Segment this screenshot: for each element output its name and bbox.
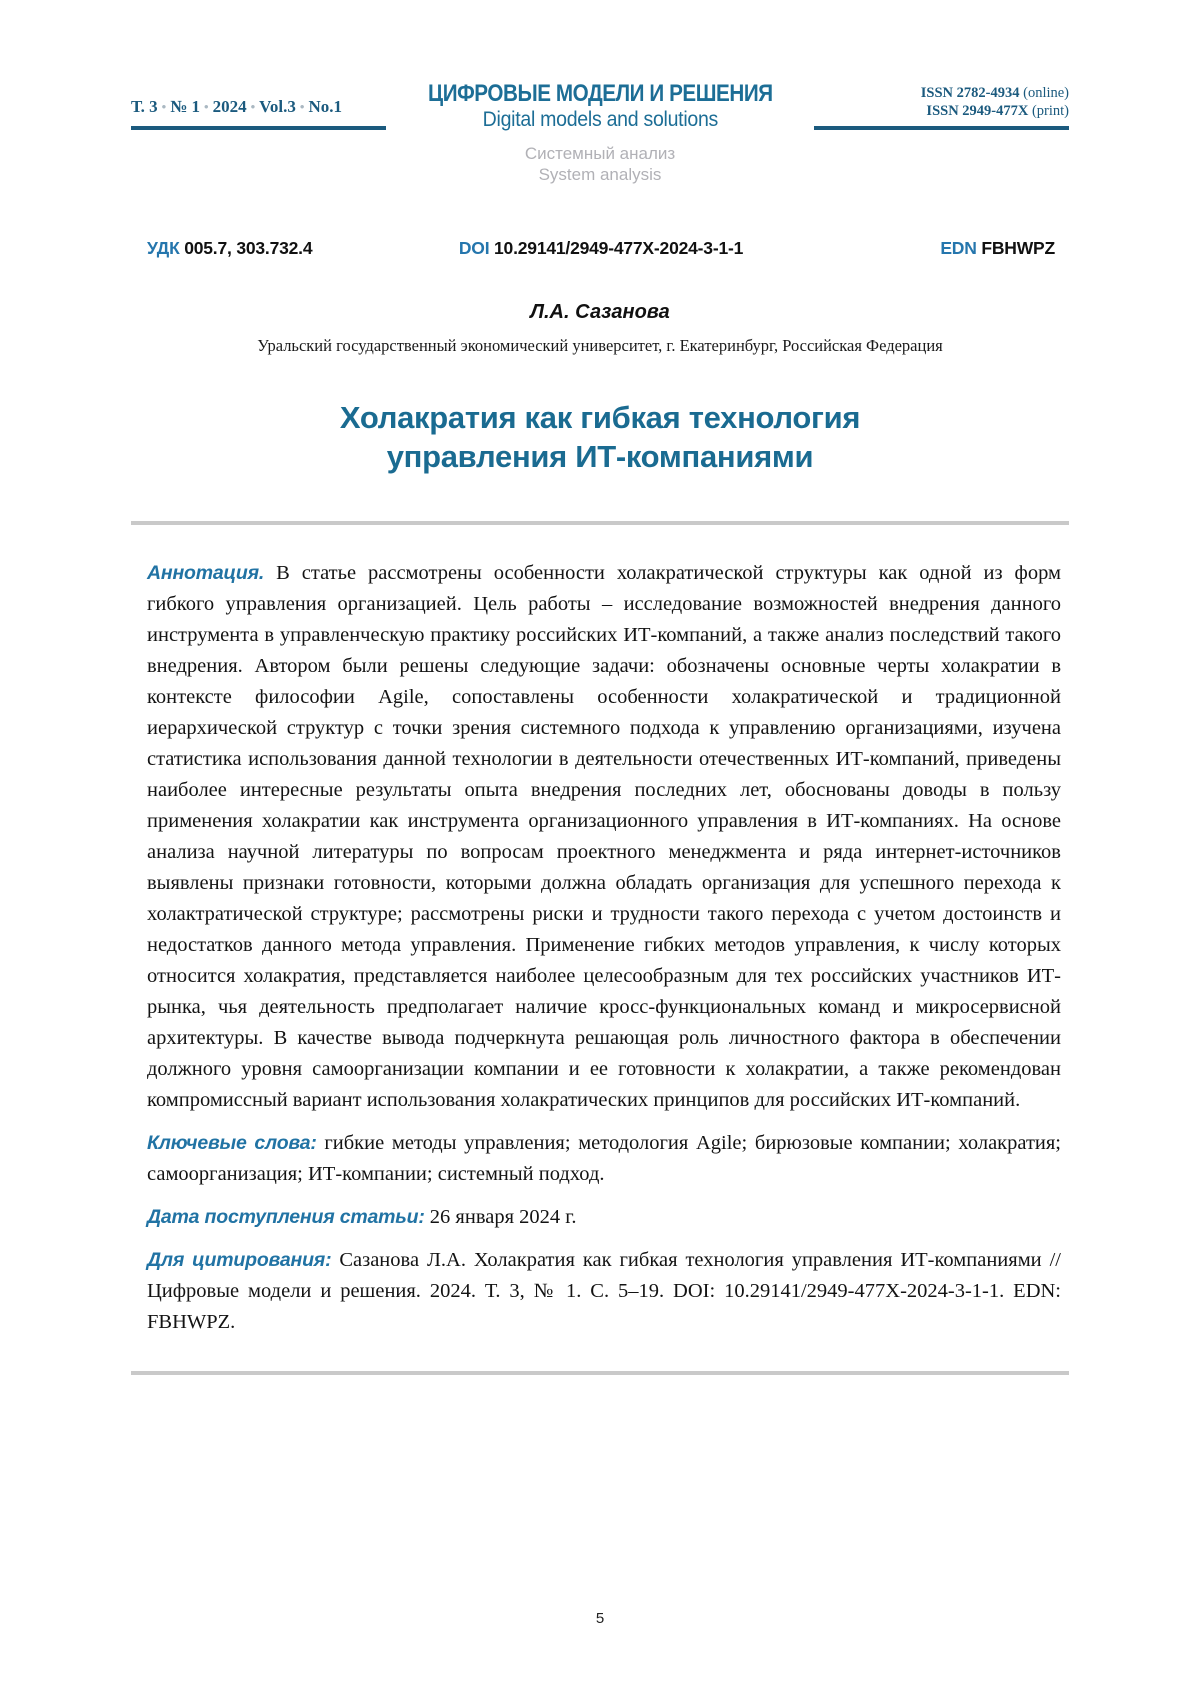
doi-label: DOI xyxy=(458,238,490,258)
received-date-paragraph xyxy=(147,1202,1061,1233)
citation-paragraph xyxy=(147,1245,1061,1338)
udc-label: УДК xyxy=(147,238,180,258)
article-title-line1: Холакратия как гибкая технология xyxy=(339,400,861,435)
issn-print xyxy=(814,102,1069,120)
article-body xyxy=(131,558,1069,1338)
header-left-rule xyxy=(131,97,386,130)
volume-separator: • xyxy=(204,99,209,114)
divider-top xyxy=(131,521,1069,525)
article-title xyxy=(131,398,1069,476)
issn-print-suffix: (print) xyxy=(1028,103,1070,119)
issn-block xyxy=(814,84,1069,126)
udc xyxy=(147,238,459,259)
abstract-paragraph xyxy=(147,558,1061,1116)
author-name: Л.А. Сазанова xyxy=(530,301,670,323)
volume-part: Т. 3 xyxy=(131,97,158,116)
issn-online-suffix: (online) xyxy=(1019,85,1070,101)
udc-value: 005.7, 303.732.4 xyxy=(179,238,313,258)
keywords-text: гибкие методы управления; методология Agile; бирюзовые компании; холакратия; самоорганизация; ИТ-компании; системный подход. xyxy=(147,1132,1061,1185)
page-number: 5 xyxy=(595,1610,605,1627)
received-date-value: 26 января 2024 г. xyxy=(424,1206,577,1228)
citation-text: Сазанова Л.А. Холакратия как гибкая технология управления ИТ-компаниями // Цифровые модели и решения. 2024. Т. 3, № 1. С. 5–19. DOI: 10.29141/2949-477X-2024-3-1-1. EDN: FBHWPZ. xyxy=(147,1249,1061,1333)
issn-print-code: ISSN 2949-477X xyxy=(926,103,1029,119)
volume-separator: • xyxy=(299,99,305,114)
section-name-ru: Системный анализ xyxy=(524,144,676,163)
volume-separator: • xyxy=(250,99,256,114)
divider-bottom xyxy=(131,1371,1069,1375)
keywords-paragraph xyxy=(147,1128,1061,1190)
keywords-label: Ключевые слова: xyxy=(147,1132,317,1154)
edn-label: EDN xyxy=(940,238,977,258)
section-subtitle xyxy=(131,143,1069,185)
volume-info xyxy=(131,97,386,126)
volume-part: Vol.3 xyxy=(259,97,296,116)
doi-value: 10.29141/2949-477X-2024-3-1-1 xyxy=(489,238,744,258)
journal-header xyxy=(131,80,1069,130)
doi xyxy=(459,238,743,259)
journal-title-ru: ЦИФРОВЫЕ МОДЕЛИ И РЕШЕНИЯ xyxy=(427,80,773,107)
volume-part: № 1 xyxy=(170,97,201,116)
abstract-label: Аннотация. xyxy=(147,562,265,584)
edn-value: FBHWPZ xyxy=(976,238,1055,258)
issn-online-code: ISSN 2782-4934 xyxy=(920,85,1020,101)
volume-part: No.1 xyxy=(308,97,342,116)
article-title-line2: управления ИТ-компаниями xyxy=(386,439,814,474)
journal-title-en: Digital models and solutions xyxy=(482,108,718,131)
abstract-text: В статье рассмотрены особенности холакратической структуры как одной из форм гибкого управления организацией. Цель работы – исследование возможностей внедрения данного инструмента в управленческую практику российских ИТ-компаний, а также анализ последствий такого внедрения. Автором были решены следующие задачи: обозначены основные черты холакратии в контексте философии Agile, сопоставлены особенности холакратической и традиционной иерархической структур с точки зрения системного подхода к управлению организациями, изучена статистика использования данной технологии в деятельности отечественных ИТ-компаний, приведены наиболее интересные результаты опыта внедрения последних лет, обоснованы доводы в пользу применения холакратии как инструмента организационного управления в ИТ-компаниях. На основе анализа научной литературы по вопросам проектного менеджмента и ряда интернет-источников выявлены признаки готовности, которыми должна обладать организация для успешного перехода к холактратической структуре; рассмотрены риски и трудности такого перехода с учетом достоинств и недостатков данного метода управления. Применение гибких методов управления, к числу которых относится холакратия, представляется наиболее целесообразным для тех российских участников ИТ-рынка, чья деятельность предполагает наличие кросс-функциональных команд и микросервисной архитектуры. В качестве вывода подчеркнута решающая роль личностного фактора в обеспечении должного уровня самоорганизации компании и ее готовности к холакратии, а также рекомендован компромиссный вариант использования холакратических принципов для российских ИТ-компаний. xyxy=(147,562,1061,1111)
received-date-label: Дата поступления статьи: xyxy=(147,1206,425,1228)
header-right-rule xyxy=(814,84,1069,130)
meta-row xyxy=(131,238,1069,259)
issn-online xyxy=(814,84,1069,102)
volume-separator: • xyxy=(161,99,167,114)
edn xyxy=(743,238,1055,259)
volume-part: 2024 xyxy=(212,97,247,116)
section-name-en: System analysis xyxy=(538,165,662,184)
journal-title-block xyxy=(386,80,815,130)
citation-label: Для цитирования: xyxy=(147,1249,332,1271)
author-affiliation: Уральский государственный экономический университет, г. Екатеринбург, Российская Федерация xyxy=(257,336,943,355)
